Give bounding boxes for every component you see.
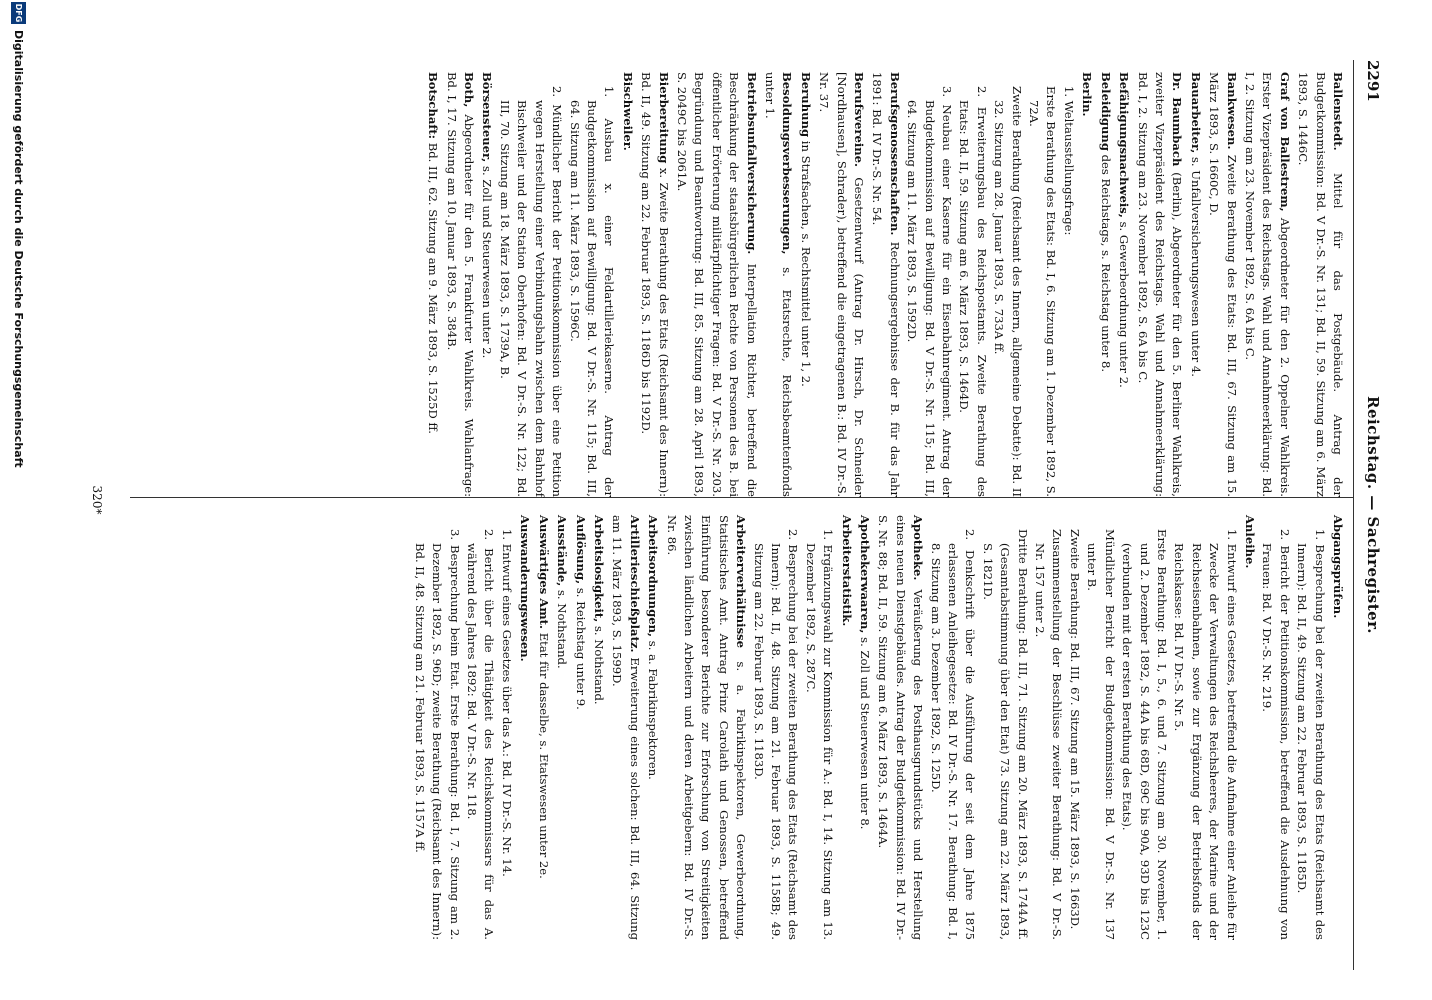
index-entry (608, 515, 643, 940)
entry-description: Rechnungsergebnisse der B. für das Jahr 1891: Bd. IV Dr.-S. Nr. 54. (870, 72, 902, 498)
index-subentry: Erste Berathung des Etats: Bd. I, 6. Sitzung am 1. Dezember 1892, S. 72A. (1027, 86, 1059, 497)
entry-description: des Reichstags, s. Reichstag unter 8. (1098, 154, 1113, 373)
page-number-header: 2291 (1364, 60, 1382, 102)
index-entry (1294, 72, 1346, 497)
index-subentry: Zusammenstellung der Beschlüsse zweiter Berathung: Bd. V Dr.-S. Nr. 157 unter 2. (1033, 529, 1065, 940)
index-entry (1096, 72, 1113, 497)
entry-heading: Auflösung, (573, 515, 588, 585)
entry-description: s. a. Fabrikinspektoren, Gewerbeordnung, Statistisches Amt. Antrag Prinz Carolath und Genossen, betreffend Einführung besonderer Berichte zur Erforschung von Streitigkeiten zwischen ländlichen Arbeitern und deren Arbeitgebern: Bd. IV Dr.-S. Nr. 86. (664, 515, 749, 940)
entry-heading: Arbeitslosigkeit, (591, 515, 606, 623)
index-entry (1186, 72, 1203, 497)
entry-description: s. Gewerbeordnung unter 2. (1117, 221, 1132, 388)
entry-description: s. Nothstand. (591, 625, 606, 705)
index-entry (644, 515, 661, 940)
index-subentry: 1. Ausbau x. einer Feldartilleriekaserne. Antrag der Budgetkommission auf Bewilligung: Bd. V Dr.-S. Nr. 115; Bd. III, 64. Sitzung am 11. März 1893, S. 1596C. (567, 86, 617, 497)
index-entry (1115, 72, 1132, 497)
index-entry (1205, 72, 1240, 497)
index-entry (874, 515, 926, 940)
entry-description: Bd. III, 62. Sitzung am 9. März 1893, S. 1525D ff. (426, 142, 441, 434)
entry-heading: Beleidigung (1098, 72, 1113, 151)
column-divider (130, 497, 1354, 498)
entry-description: s. Unfallversicherungswesen unter 4. (1188, 156, 1203, 377)
index-subentry: 1. Entwurf eines Gesetzes, betreffend die Aufnahme einer Anleihe für Zwecke der Verwaltungen des Reichsheeres, der Marine und der Reichseisenbahnen, sowie zur Ergänzung der Betriebsfonds der Reichskasse: Bd. IV Dr.-S. Nr. 5. (1172, 529, 1239, 940)
header-title: Reichstag. — Sachregister. (1364, 396, 1382, 634)
entry-heading: Ballenstedt. (1331, 72, 1345, 151)
entry-heading: Beruhung (798, 72, 813, 138)
index-subentry: Zweite Berathung: Bd. III, 67. Sitzung am 15. März 1893, S. 1663D. (1067, 529, 1082, 930)
index-subentry: 3. Besprechung beim Etat. Erste Berathung: Bd. I, 7. Sitzung am 2. Dezember 1892, S. 96D; zweite Berathung (Reichsamt des Innern): Bd. II, 48. Sitzung am 21. Februar 1893, S. 1157A ff. (412, 529, 462, 940)
index-entry (856, 515, 873, 940)
entry-heading: Berufsvereine. (852, 72, 867, 168)
index-entry (815, 72, 867, 497)
index-entry (637, 72, 672, 497)
index-entry (837, 515, 854, 940)
entry-heading: Botschaft: (426, 72, 441, 140)
index-entry (553, 515, 570, 940)
entry-heading: Berufsgenossenschaften. (887, 72, 902, 236)
entry-heading: Besoldungsverbesserungen, (780, 72, 795, 255)
entry-heading: Apotheke. (911, 515, 926, 581)
entry-description: Zweite Berathung des Etats: Bd. III, 67. Sitzung am 15. März 1893, S. 1660C, D. (1207, 72, 1239, 497)
entry-description: x. Zweite Berathung des Etats (Reichsamt des Innern): Bd. II, 49. Sitzung am 22. Februar 1893, S. 1186D bis 1192D. (639, 72, 671, 498)
index-subentry: 1. Besprechung bei der zweiten Berathung des Etats (Reichsamt des Innern): Bd. II, 49. Sitzung am 22. Februar 1893, S. 1185D. (1295, 529, 1327, 940)
entry-heading: Befähigungsnachweis, (1117, 72, 1132, 218)
dfg-logo-icon: DFG (11, 2, 26, 24)
digitization-note: Digitalisierung gefördert durch die Deutsche Forschungsgemeinschaft (12, 30, 25, 468)
index-entry (796, 72, 813, 497)
header-rule (1353, 60, 1354, 970)
index-entry (1329, 515, 1346, 940)
entry-description: s. Etatsrechte, Reichsbeamtenfonds unter 1. (763, 72, 795, 497)
index-entry (516, 515, 533, 940)
index-entry (424, 72, 441, 497)
entry-description: Etat für dasselbe, s. Etatswesen unter 2e. (536, 632, 551, 879)
entry-heading: Arbeiterverhältnisse (734, 515, 749, 649)
entry-description: Interpellation Richter, betreffend die Beschränkung der staatsbürgerlichen Rechte von Personen des B. bei öffentlicher Erörterung militärpflichtiger Fragen: Bd. V Dr.-S. Nr. 203. Begründung und Beantwortung: Bd. III, 85. Sitzung am 28. April 1893, S. 2049C bis 2061A. (674, 72, 759, 497)
index-subentry: 2. Denkschrift über die Ausführung der seit dem Jahre 1875 erlassenen Anleihegesetze: Bd. IV Dr.-S. Nr. 17. Berathung: Bd. I, 8. Sitzung am 3. Dezember 1892, S. 125D. (928, 529, 978, 940)
index-entry (1133, 72, 1185, 497)
index-entry (761, 72, 796, 497)
entry-heading: Both, (462, 72, 477, 108)
index-subentry: Erste Berathung: Bd. I, 5., 6. und 7. Sitzung am 30. November, 1. und 2. Dezember 1892, S. 44A bis 68D, 69C bis 90A, 93D bis 123C (verbunden mit der ersten Berathung des Etats). (1120, 529, 1169, 940)
index-entry (1241, 515, 1258, 940)
index-subentry: 2. Erweiterungsbau des Reichspostamts. Zweite Berathung des Etats: Bd. II, 59. Sitzung am 6. März 1893, S. 1464D. (957, 86, 989, 497)
index-subentry: 3. Neubau einer Kaserne für ein Eisenbahnregiment. Antrag der Budgetkommission auf Bewilligung: Bd. V Dr.-S. Nr. 115; Bd. III, 64. Sitzung am 11. März 1893, S. 1592D. (905, 86, 955, 497)
index-entry (1241, 72, 1293, 497)
entry-heading: Bischweiler. (620, 72, 635, 151)
index-entry (590, 515, 607, 940)
entry-description: Gesetzentwurf (Antrag Dr. Hirsch, Dr. Schneider [Nordhausen], Schrader), betreffend die eingetragenen B.: Bd. IV Dr.-S. Nr. 37. (817, 72, 867, 498)
entry-description: (Berlin), Abgeordneter für den 5. Berliner Wahlkreis, zweiter Vizepräsident des Reichstags. Wahl und Annahmeerklärung: Bd. I, 2. Sitzung am 23. November 1892, S. 6A bis C. (1135, 72, 1185, 497)
entry-heading: Auswärtiges Amt. (536, 515, 551, 630)
entry-heading: Bauarbeiter, (1188, 72, 1203, 154)
index-subentry: 1. Weltausstellungsfrage: (1061, 86, 1076, 236)
index-entry (1078, 72, 1095, 497)
index-subentry: Dritte Berathung: Bd. III, 71. Sitzung am 20. März 1893, S. 1744A ff. (Gesamtabstimmung über den Etat) 73. Sitzung am 22. März 1893, S. 1821D. (980, 529, 1030, 940)
entry-description: s. a. Fabrikinspektoren. (646, 640, 661, 780)
entry-heading: Ausstände, (555, 515, 570, 587)
index-subentry: 2. Bericht der Petitionskommission, betreffend die Ausdehnung von Frauen: Bd. V Dr.-S. Nr. 219. (1260, 529, 1292, 940)
entry-description: Mittel für das Postgebäude. Antrag der Budgetkommission: Bd. V Dr.-S. Nr. 131; Bd. II, 59. Sitzung am 6. März 1893, S. 1446C. (1296, 72, 1345, 498)
running-header (1358, 60, 1382, 970)
left-column (423, 72, 1346, 497)
entry-heading: Bierbereitung (656, 72, 671, 164)
entry-heading: Anleihe. (1242, 515, 1257, 569)
entry-heading: Arbeiterstatistik. (839, 515, 854, 627)
entry-description: Abgeordneter für den 2. Oppelner Wahlkreis. Erster Vizepräsident des Reichstags. Wahl und Annahmeerklärung: Bd. I, 2. Sitzung am 23. November 1892, S. 6A bis C. (1242, 72, 1292, 497)
entry-heading: Artillerieschießplatz. (627, 515, 642, 653)
entry-heading: Auswanderungswesen. (518, 515, 533, 662)
entry-description: Veräußerung des Posthausgrundstücks und Herstellung eines neuen Dienstgebäudes. Antrag der Budgetkommission: Bd. IV Dr.-S. Nr. 88; Bd. II, 59. Sitzung am 6. März 1893, S. 1464A. (876, 515, 926, 940)
index-entry (618, 72, 635, 497)
entry-heading: Arbeitsordnungen, (646, 515, 661, 638)
entry-description: Abgeordneter für den 5. Frankfurter Wahlkreis. Wahlanfrage: Bd. I, 17. Sitzung am 10. Januar 1893, S. 384B. (444, 72, 477, 498)
entry-heading: Berlin. (1080, 72, 1095, 117)
index-entry (673, 72, 760, 497)
footer-page-number: 320* (90, 485, 104, 515)
index-entry (571, 515, 588, 940)
index-entry (442, 72, 477, 497)
index-subentry: 1. Entwurf eines Gesetzes über das A.: Bd. IV Dr.-S. Nr. 14. (499, 529, 514, 877)
entry-heading: Apothekerwaaren, (858, 515, 873, 634)
index-subentry: 2. Mündlicher Bericht der Petitionskommission über eine Petition wegen Herstellung einer Verbindungsbahn zwischen dem Bahnhof Bischweiler und der Station Oberhofen: Bd. V Dr.-S. Nr. 122; Bd. III, 70. Sitzung am 18. März 1893, S. 1739A, B. (497, 86, 565, 497)
entry-heading: Betriebsunfallversicherung. (744, 72, 759, 255)
right-column (410, 515, 1346, 940)
index-entry (662, 515, 749, 940)
entry-description: s. Reichstag unter 9. (573, 587, 588, 710)
index-entry (534, 515, 551, 940)
index-subentry: Zweite Berathung (Reichsamt des Innern, allgemeine Debatte): Bd. II 32. Sitzung am 28. Januar 1893, S. 733A ff. (992, 86, 1024, 497)
index-subentry: 2. Besprechung bei der zweiten Berathung des Etats (Reichsamt des Innern): Bd. II, 48. Sitzung am 21. Februar 1893, S. 1158B; 49. Sitzung am 22. Februar 1893, S. 1183D. (751, 529, 801, 940)
entry-description: Erweiterung eines solchen: Bd. III, 64. Sitzung am 11. März 1893, S. 1599D. (610, 515, 642, 941)
entry-heading: Bankwesen. (1224, 72, 1239, 150)
index-subentry: 2. Bericht über die Thätigkeit des Reichskommissars für das A. während des Jahres 1892: Bd. V Dr.-S. Nr. 118. (465, 529, 497, 940)
entry-description: s. Nothstand. (555, 589, 570, 669)
index-subentry: 1. Ergänzungswahl zur Kommission für A.: Bd. I, 14. Sitzung am 13. Dezember 1892, S. 287C. (803, 529, 836, 940)
entry-heading: Abgangsprüfen. (1331, 515, 1345, 619)
entry-description: in Strafsachen, s. Rechtsmittel unter 1, 2. (798, 140, 813, 387)
digitization-banner (6, 0, 28, 1000)
entry-heading: Börsensteuer, (480, 72, 495, 163)
entry-heading: Dr. Baumbach (1170, 72, 1185, 167)
entry-description: s. Zoll und Steuerwesen unter 2. (480, 166, 495, 359)
index-subentry: Mündlicher Bericht der Budgetkommission: Bd. V Dr.-S. Nr. 137 unter B. (1085, 529, 1117, 940)
entry-description: s. Zoll und Steuerwesen unter 8. (858, 637, 873, 830)
index-entry (868, 72, 903, 497)
index-entry (478, 72, 495, 497)
entry-heading: Graf von Ballestrem, (1277, 72, 1292, 212)
